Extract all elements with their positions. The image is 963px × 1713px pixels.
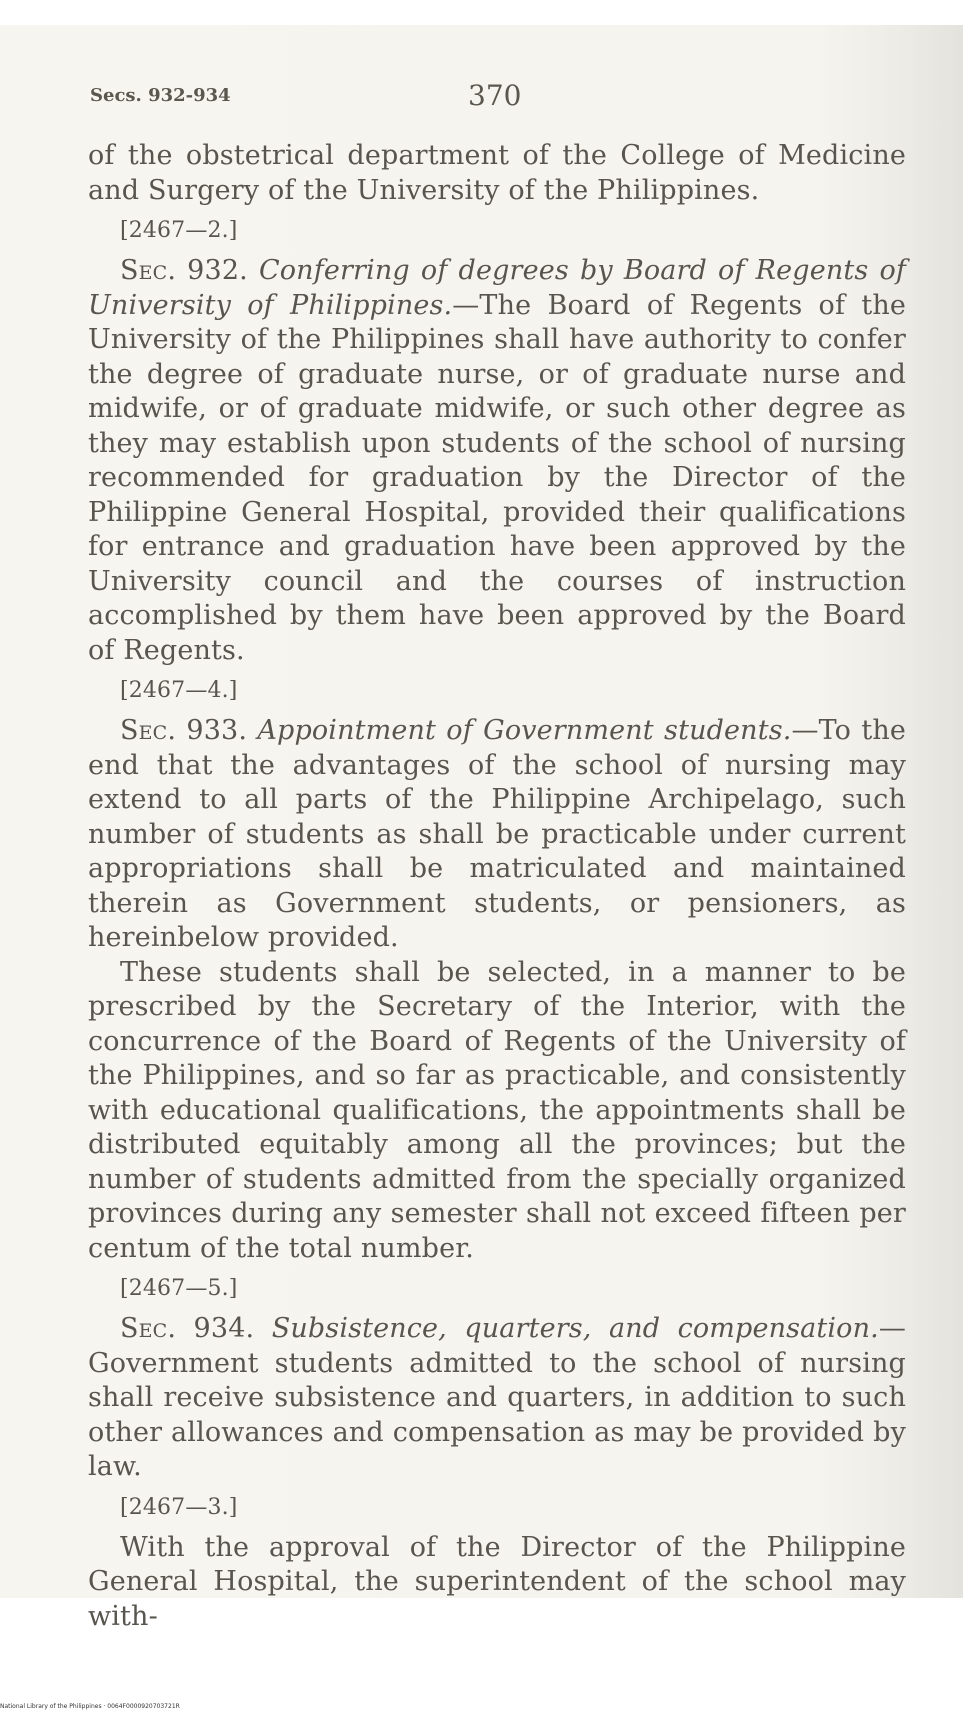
source-watermark: National Library of the Philippines · 0064F0000920703721R bbox=[0, 1703, 180, 1710]
section-number: 932. bbox=[187, 255, 248, 286]
statute-reference: [2467—5.] bbox=[120, 1276, 238, 1301]
continued-paragraph: of the obstetrical department of the College of Medicine and Surgery of the University of the Philippines. bbox=[88, 140, 906, 206]
section-title: Appointment of Government students. bbox=[257, 715, 792, 746]
statute-reference: [2467—2.] bbox=[120, 218, 238, 243]
section-932 bbox=[88, 254, 906, 668]
section-933 bbox=[88, 714, 906, 956]
section-text: —The Board of Regents of the University of the Philippines shall have authority to confer the degree of graduate nurse, or of graduate nurse and midwife, or of graduate midwife, or such other degree as they may establish upon students of the school of nursing recommended for graduation by the Director of the Philippine General Hospital, provided their qualifications for entrance and graduation have been approved by the University council and the courses of instruction accomplished by them have been approved by the Board of Regents. bbox=[88, 289, 906, 666]
statute-reference: [2467—4.] bbox=[120, 678, 238, 703]
section-text: —To the end that the advantages of the school of nursing may extend to all parts of the Philippine Archipelago, such number of students as shall be practicable under current appropriations shall be matriculated and maintained therein as Government students, or pensioners, as hereinbelow provided. bbox=[88, 715, 907, 953]
section-title: Conferring of degrees by Board of Regents of University of Philippines. bbox=[88, 255, 907, 321]
scanned-page bbox=[0, 25, 963, 1632]
section-text: —Government students admitted to the school of nursing shall receive subsistence and quarters, in addition to such other allowances and compensation as may be provided by law. bbox=[88, 1313, 907, 1482]
section-number: 934. bbox=[193, 1313, 255, 1344]
page-number: 370 bbox=[468, 79, 522, 112]
section-number: 933. bbox=[186, 715, 248, 746]
section-934 bbox=[88, 1312, 906, 1485]
section-title: Subsistence, quarters, and compensation. bbox=[271, 1313, 879, 1344]
page-body bbox=[88, 139, 906, 1634]
section-933-paragraph-2: These students shall be selected, in a manner to be prescribed by the Secretary of the Interior, with the concurrence of the Board of Regents of the University of the Philippines, and so far as practicable, and consistently with educational qualifications, the appointments shall be distributed equitably among all the provinces; but the number of students admitted from the specially organized provinces during any semester shall not exceed fifteen per centum of the total number. bbox=[88, 956, 906, 1264]
section-label: Sec. bbox=[120, 1313, 177, 1344]
running-head-sections: Secs. 932-934 bbox=[90, 85, 231, 106]
closing-paragraph: With the approval of the Director of the Philippine General Hospital, the superintendent of the school may with- bbox=[88, 1531, 906, 1632]
section-label: Sec. bbox=[120, 255, 177, 286]
section-label: Sec. bbox=[120, 715, 177, 746]
statute-reference: [2467—3.] bbox=[120, 1494, 238, 1520]
